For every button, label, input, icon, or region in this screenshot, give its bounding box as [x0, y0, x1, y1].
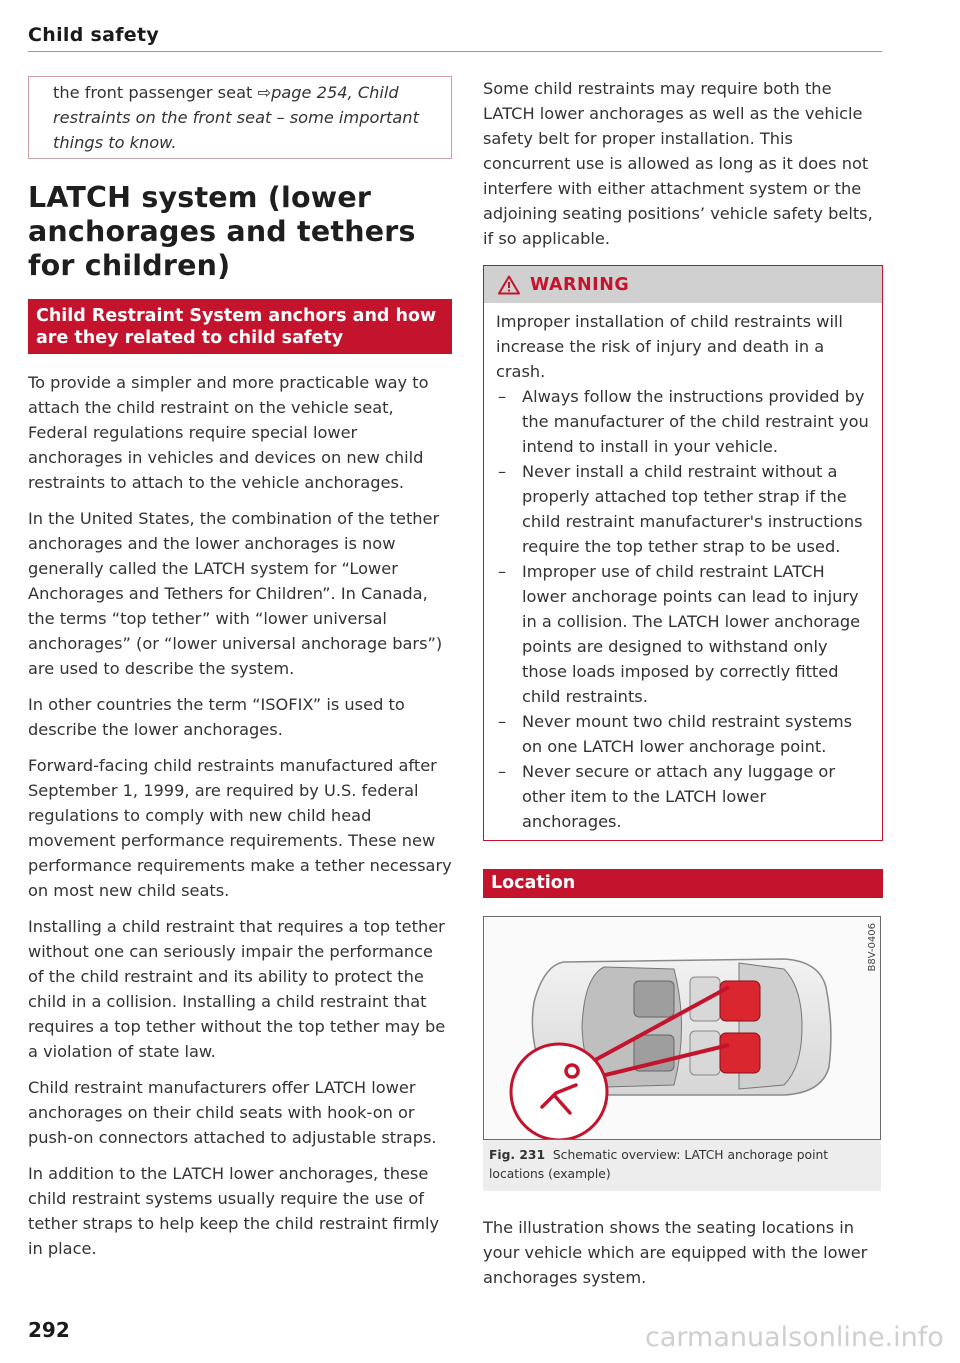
watermark-text: carmanualsonline.info [645, 1322, 944, 1353]
intro-paragraph: Some child restraints may require both the LATCH lower anchorages as well as the vehicle safety belt for proper installation. This concurrent use is allowed as long as it does not interfere with either attachment system or the adjoining seating positions’ vehicle safety belts, if so applicable. [483, 79, 873, 248]
figure-caption-text: Schematic overview: LATCH anchorage point locations (example) [489, 1148, 829, 1181]
cross-reference-link[interactable]: page 254, Child restraints on the front seat – some important things to know. [53, 83, 419, 152]
page-header-title: Child safety [28, 24, 160, 46]
figure-label: Fig. 231 [489, 1148, 546, 1162]
subsection-title: Child Restraint System anchors and how are they related to child safety [28, 299, 452, 354]
body-paragraph: Forward-facing child restraints manufactured after September 1, 1999, are required by U.S. federal regulations to comply with new child head movement performance requirements. These new performance requirements make a tether necessary on most new child seats. [28, 756, 452, 900]
car-top-view-illustration [484, 917, 880, 1139]
body-paragraph: In addition to the LATCH lower anchorages, these child restraint systems usually require the use of tether straps to help keep the child restraint firmly in place. [28, 1164, 440, 1258]
cross-reference-text [53, 80, 431, 155]
warning-item: – Improper use of child restraint LATCH lower anchorage points can lead to injury in a collision. The LATCH lower anchorage points are designed to withstand only those loads imposed by correctly fitted child restraints. [498, 562, 861, 706]
figure-code: B8V-0406 [867, 923, 878, 972]
warning-item: – Never mount two child restraint systems on one LATCH lower anchorage point. [498, 712, 853, 756]
warning-intro: Improper installation of child restraints will increase the risk of injury and death in a crash. [496, 312, 843, 381]
body-paragraph: In the United States, the combination of the tether anchorages and the lower anchorages is now generally called the LATCH system for “Lower Anchorages and Tethers for Children”. In Canada, the terms “top tether” with “lower universal anchorages” (or “lower universal anchorage bars”) are used to describe the system. [28, 509, 443, 678]
warning-header [484, 266, 882, 303]
note-prefix: the front passenger seat [53, 83, 258, 102]
body-paragraph: Child restraint manufacturers offer LATCH lower anchorages on their child seats with hook-on or push-on connectors attached to adjustable straps. [28, 1078, 437, 1147]
warning-item: – Never install a child restraint without a properly attached top tether strap if the child restraint manufacturer's instructions require the top tether strap to be used. [498, 462, 863, 556]
body-paragraph: In other countries the term “ISOFIX” is used to describe the lower anchorages. [28, 695, 405, 739]
page-number: 292 [28, 1318, 70, 1342]
arrow-icon: ⇨ [257, 83, 272, 102]
left-column [28, 76, 452, 1272]
warning-body [484, 303, 882, 840]
cross-reference-note [28, 76, 452, 159]
body-paragraph: Installing a child restraint that requires a top tether without one can seriously impair the performance of the child restraint and its ability to protect the child in a collision. Installing a child restraint that requires a top tether without the top tether may be a violation of state law. [28, 917, 446, 1061]
warning-label: WARNING [530, 274, 630, 295]
warning-box [483, 265, 883, 841]
location-heading: Location [483, 869, 883, 898]
header-divider [28, 51, 882, 52]
latch-location-figure [483, 916, 881, 1140]
body-paragraph: To provide a simpler and more practicable way to attach the child restraint on the vehicle seat, Federal regulations require special lower anchorages in vehicles and devices on new child restraints to attach to the vehicle anchorages. [28, 373, 429, 492]
right-column [483, 76, 883, 1301]
warning-item: – Always follow the instructions provided by the manufacturer of the child restraint you intend to install in your vehicle. [498, 387, 869, 456]
warning-item: – Never secure or attach any luggage or other item to the LATCH lower anchorages. [498, 762, 835, 831]
section-title: LATCH system (lower anchorages and tethers for children) [28, 181, 416, 282]
closing-paragraph: The illustration shows the seating locations in your vehicle which are equipped with the lower anchorages system. [483, 1218, 868, 1287]
warning-triangle-icon [498, 275, 520, 295]
figure-caption [483, 1140, 881, 1191]
